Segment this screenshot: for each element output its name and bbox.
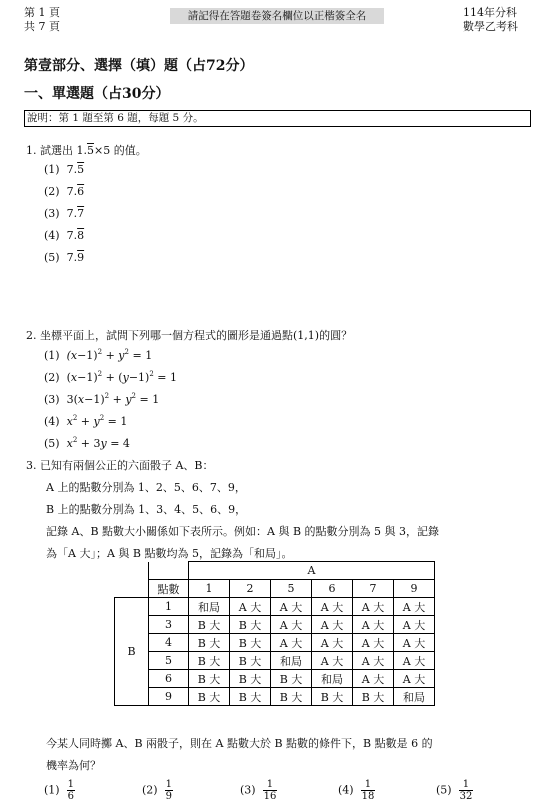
col-header: 2 [230,580,271,598]
q2-stem: 2. 坐標平面上，試問下列哪一個方程式的圖形是通過點(1,1)的圓？ [26,329,353,342]
q3-option-2[interactable]: (2) $\frac{1}{9}$ [142,779,172,802]
q1-option-2[interactable]: (2) 7.6 [44,185,85,198]
table-cell: B 大 [230,688,271,706]
col-header: 9 [394,580,435,598]
table-cell: B 大 [230,670,271,688]
table-row [115,652,435,670]
q2-option-1[interactable]: (1) $(x-1)^2 + y^2 = 1$ [44,348,153,362]
table-cell: B 大 [271,688,312,706]
row-header: 4 [149,634,189,652]
row-header: 3 [149,616,189,634]
q2-option-4[interactable]: (4) $x^2 + y^2 = 1$ [44,414,128,428]
table-cell: A 大 [353,670,394,688]
exam-subject: 數學乙考科 [463,20,518,33]
table-row [115,598,435,616]
table-cell: B 大 [189,652,230,670]
row-header: 1 [149,598,189,616]
table-cell: A 大 [394,670,435,688]
table-cell: B 大 [189,688,230,706]
q3-stem-line3: B 上的點數分別為 1、3、4、5、6、9， [46,503,247,516]
table-cell: A 大 [312,634,353,652]
q1-option-5[interactable]: (5) 7.9 [44,251,85,264]
table-cell: A 大 [394,652,435,670]
q1-option-1[interactable]: (1) 7.5 [44,163,85,176]
table-cell: A 大 [312,616,353,634]
signature-notice: 請記得在答題卷簽名欄位以正楷簽全名 [170,8,384,24]
table-cell: B 大 [189,634,230,652]
table-cell: B 大 [230,616,271,634]
row-header: 6 [149,670,189,688]
col-header: 7 [353,580,394,598]
section-subtitle: 一、單選題（占30分） [24,86,170,102]
q2-option-5[interactable]: (5) $x^2 + 3y = 4$ [44,436,130,450]
col-group-header: A [189,562,435,580]
table-cell: B 大 [271,670,312,688]
q1-stem: 1. 試選出 1.5×5 的值。 [26,144,147,157]
col-header: 1 [189,580,230,598]
table-row [115,616,435,634]
col-header: 6 [312,580,353,598]
table-cell: B 大 [189,670,230,688]
table-cell: A 大 [271,616,312,634]
table-cell: A 大 [394,634,435,652]
table-cell: B 大 [189,616,230,634]
q2-option-2[interactable]: (2) $(x-1)^2 + (y-1)^2 = 1$ [44,370,178,384]
table-cell: B 大 [353,688,394,706]
table-cell: 和局 [312,670,353,688]
table-cell: A 大 [394,598,435,616]
q3-stem-line5: 為「A 大」；A 與 B 點數均為 5，記錄為「和局」。 [46,547,293,560]
page-total: 共 7 頁 [24,20,60,33]
table-row [115,634,435,652]
table-cell: A 大 [312,652,353,670]
instructions-box: 說明：第 1 題至第 6 題，每題 5 分。 [24,110,531,127]
table-cell: 和局 [394,688,435,706]
table-cell: 和局 [271,652,312,670]
row-header: 5 [149,652,189,670]
table-cell: A 大 [353,598,394,616]
table-cell: A 大 [353,652,394,670]
table-cell: A 大 [230,598,271,616]
table-cell: 和局 [189,598,230,616]
table-row [115,670,435,688]
q2-option-3[interactable]: (3) $3(x-1)^2 + y^2 = 1$ [44,392,160,406]
table-cell: A 大 [394,616,435,634]
table-cell: A 大 [353,634,394,652]
table-cell: A 大 [271,634,312,652]
table-cell: A 大 [271,598,312,616]
q1-option-4[interactable]: (4) 7.8 [44,229,85,242]
table-cell: B 大 [230,652,271,670]
q3-option-4[interactable]: (4) $\frac{1}{18}$ [338,779,375,802]
corner-header: 點數 [149,580,189,598]
q3-stem-line4: 記錄 A、B 點數大小關係如下表所示。例如：A 與 B 的點數分別為 5 與 3，記錄 [46,525,440,538]
row-header: 9 [149,688,189,706]
table-cell: A 大 [312,598,353,616]
table-row [115,688,435,706]
comparison-table [114,561,435,706]
page-number: 第 1 頁 [24,6,60,19]
q3-option-5[interactable]: (5) $\frac{1}{32}$ [436,779,473,802]
section-title: 第壹部分、選擇（填）題（占72分） [24,58,254,74]
exam-year: 114年分科 [463,6,517,19]
table-cell: A 大 [353,616,394,634]
q3-option-1[interactable]: (1) $\frac{1}{6}$ [44,779,74,802]
q1-option-3[interactable]: (3) 7.7 [44,207,85,220]
q3-ask-line2: 機率為何？ [46,759,101,772]
q3-option-3[interactable]: (3) $\frac{1}{16}$ [240,779,277,802]
table-cell: B 大 [230,634,271,652]
q3-ask-line1: 今某人同時擲 A、B 兩骰子，則在 A 點數大於 B 點數的條件下，B 點數是 6 的 [46,737,433,750]
col-header: 5 [271,580,312,598]
q3-stem-line2: A 上的點數分別為 1、2、5、6、7、9， [46,481,246,494]
row-group-header: B [115,598,149,706]
q3-stem-line1: 3. 已知有兩個公正的六面骰子 A、B： [26,459,214,472]
table-cell: B 大 [312,688,353,706]
